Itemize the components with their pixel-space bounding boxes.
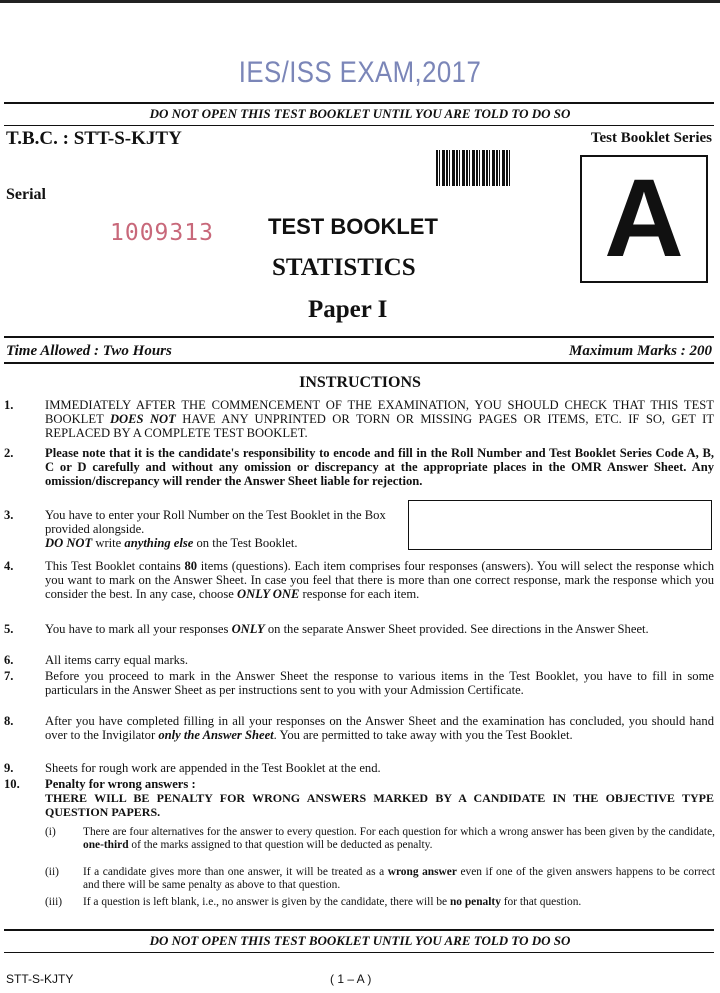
penalty-item: (i) There are four alternatives for the answer to every question. For each question for which a wrong answer has been given by the candidate, one-third of the marks assigned to that question will be deducted as penalty. bbox=[45, 826, 715, 851]
divider bbox=[4, 336, 714, 338]
barcode bbox=[436, 150, 512, 186]
instruction-item: 5. You have to mark all your responses ONLY on the separate Answer Sheet provided. See directions in the Answer Sheet. bbox=[4, 622, 649, 636]
instruction-item: 3. You have to enter your Roll Number on the Test Booklet in the Box provided alongside. DO NOT write anything else on the Test Booklet. bbox=[4, 508, 386, 551]
instruction-item: 9. Sheets for rough work are appended in the Test Booklet at the end. bbox=[4, 761, 381, 775]
series-code-box: A bbox=[580, 155, 708, 283]
divider bbox=[4, 362, 714, 364]
footer-code: STT-S-KJTY bbox=[6, 972, 74, 986]
paper-title: Paper I bbox=[308, 296, 388, 323]
divider bbox=[4, 929, 714, 931]
exam-title-stamp: IES/ISS EXAM,2017 bbox=[238, 56, 482, 89]
instruction-item: 1. IMMEDIATELY AFTER THE COMMENCEMENT OF THE EXAMINATION, YOU SHOULD CHECK THAT THIS TEST BOOKLET DOES NOT HAVE ANY UNPRINTED OR TORN OR MISSING PAGES OR ITEMS, ETC. IF SO, GET IT REPLACED BY A COMPLETE TEST BOOKLET. bbox=[4, 398, 715, 441]
divider bbox=[4, 102, 714, 104]
serial-label: Serial bbox=[6, 186, 46, 203]
series-label: Test Booklet Series bbox=[590, 130, 712, 146]
top-border bbox=[0, 0, 720, 3]
serial-number: 1009313 bbox=[110, 220, 214, 246]
time-allowed: Time Allowed : Two Hours bbox=[6, 343, 172, 359]
divider bbox=[4, 952, 714, 953]
instruction-item: 7. Before you proceed to mark in the Answer Sheet the response to various items in the Test Booklet, you have to fill in some particulars in the Answer Sheet as per instructions sent to you with your Admission Certificate. bbox=[4, 669, 714, 698]
roll-number-box bbox=[408, 500, 712, 550]
tbc-code: T.B.C. : STT-S-KJTY bbox=[6, 128, 182, 149]
booklet-title: TEST BOOKLET bbox=[268, 214, 438, 239]
penalty-item: (ii) If a candidate gives more than one answer, it will be treated as a wrong answer even if one of the given answers happens to be correct and there will be same penalty as above to that question. bbox=[45, 866, 715, 891]
instructions-title: INSTRUCTIONS bbox=[299, 374, 421, 391]
warning-bottom: DO NOT OPEN THIS TEST BOOKLET UNTIL YOU ARE TOLD TO DO SO bbox=[149, 933, 571, 948]
divider bbox=[4, 125, 714, 126]
penalty-item: (iii) If a question is left blank, i.e., no answer is given by the candidate, there will be no penalty for that question. bbox=[45, 896, 582, 908]
instruction-item: 2. Please note that it is the candidate's responsibility to encode and fill in the Roll Number and Test Booklet Series Code A, B, C or D carefully and without any omission or discrepancy at the appropriate places in the OMR Answer Sheet. Any omission/discrepancy will render the Answer Sheet liable for rejection. bbox=[4, 446, 714, 489]
instruction-item: 6. All items carry equal marks. bbox=[4, 653, 189, 667]
subject-title: STATISTICS bbox=[272, 254, 416, 281]
instruction-item: 4. This Test Booklet contains 80 items (questions). Each item comprises four responses (answers). You will select the response which you want to mark on the Answer Sheet. In case you feel that there is more than one correct response, mark the response which you consider the best. In any case, choose ONLY ONE response for each item. bbox=[4, 559, 715, 602]
instruction-item: 10. Penalty for wrong answers : THERE WILL BE PENALTY FOR WRONG ANSWERS MARKED BY A CANDIDATE IN THE OBJECTIVE TYPE QUESTION PAPERS. bbox=[4, 777, 714, 820]
maximum-marks: Maximum Marks : 200 bbox=[569, 343, 712, 359]
page-number: ( 1 – A ) bbox=[330, 972, 372, 986]
warning-top: DO NOT OPEN THIS TEST BOOKLET UNTIL YOU ARE TOLD TO DO SO bbox=[149, 106, 571, 121]
instruction-item: 8. After you have completed filling in all your responses on the Answer Sheet and the examination has concluded, you should hand over to the Invigilator only the Answer Sheet. You are permitted to take away with you the Test Booklet. bbox=[4, 714, 714, 743]
